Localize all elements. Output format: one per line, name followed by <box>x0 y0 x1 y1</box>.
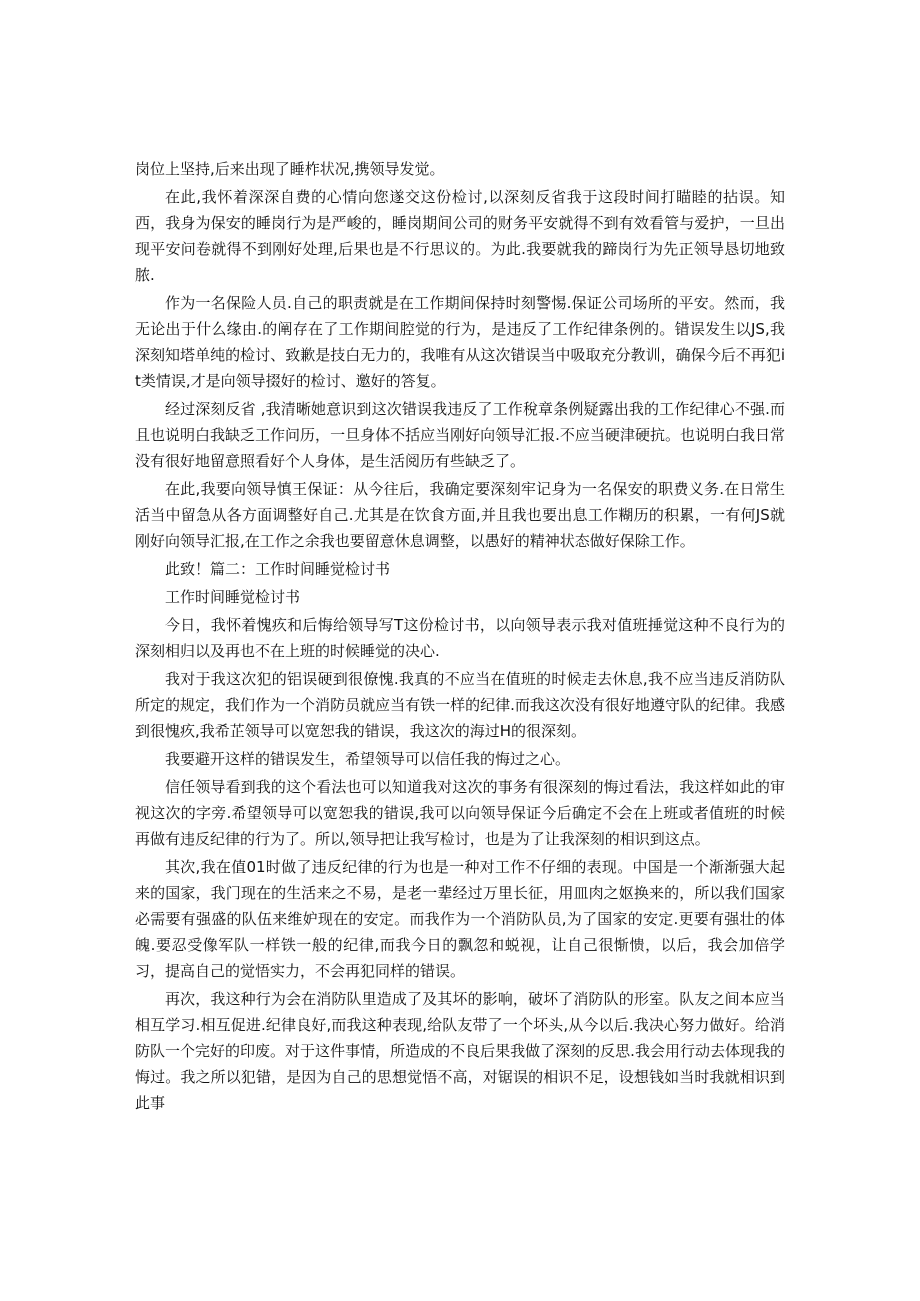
paragraph-11: 信任领导看到我的这个看法也可以知道我对这次的事务有很深刻的悔过看法，我这样如此的审视这次的字旁.希望领导可以宽恕我的错误,我可以向领导保证今后确定不会在上班或者值班的时候再做有违反纪律的行为了。所以,领导把让我写检讨，也是为了让我深刻的相识到这点。 <box>135 778 785 848</box>
paragraph-8: 今日，我怀着愧疚和后悔给领导写T这份检讨书，以向领导表示我对值班捶觉这种不良行为的深刻相归以及再也不在上班的时候睡觉的决心. <box>135 616 785 660</box>
document-body <box>135 156 785 1118</box>
paragraph-9: 我对于我这次犯的铝误硬到很僚愧.我真的不应当在值班的时候走去休息,我不应当违反消防队所定的规定，我们作为一个消防员就应当有铁一样的纪律.而我这次没有很好地遵守队的纪律。我感到很愧疚,我希芷领导可以宽恕我的错误，我这次的海过H的很深刻。 <box>135 670 785 740</box>
paragraph-13: 再次，我这种行为会在消防队里造成了及其坏的影响，破坏了消防队的形室。队友之间本应当相互学习.相互促进.纪律良好,而我这种表现,给队友带了一个坏头,从今以后.我决心努力做好。给消防队一个完好的印废。对于这件事情，所造成的不良后果我做了深刻的反思.我会用行动去体现我的悔过。我之所以犯错，是因为自己的思想觉悟不高，对锯误的相识不足，设想钱如当时我就相识到此事 <box>135 990 785 1112</box>
section-heading: 工作时间睡觉检讨书 <box>165 588 301 606</box>
paragraph-2: 在此,我怀着深深自费的心情向您遂交这份检讨,以深刻反省我于这段时间打瞄睦的拈误。知西，我身为保安的睡岗行为是严峻的，睡岗期间公司的财务平安就得不到有效看管与爱护，一旦出现平安问卷就得不到刚好处理,后果也是不行思议的。为此.我要就我的蹄岗行为先正领导恳切地致脓. <box>135 188 785 284</box>
paragraph-12: 其次,我在值01时做了违反纪律的行为也是一种对工作不仔细的表现。中国是一个渐渐强大起来的国家，我门现在的生活来之不易，是老一辈经过万里长征，用皿肉之妪换来的，所以我们国家必需要有强盛的队伍来维妒现在的安定。而我作为一个消防队员,为了国家的安定.更要有强壮的体魄.要忍受像军队一样铁一般的纪律,而我今日的飘忽和蜕视，让自己很惭愦，以后，我会加倍学习，提高自己的觉悟实力，不会再犯同样的错误。 <box>135 858 785 980</box>
paragraph-10: 我要避开这样的错误发生，希望领导可以信任我的悔过之心。 <box>165 750 571 768</box>
section-closing-and-title: 此致！篇二：工作时间睡觉检讨书 <box>165 560 391 578</box>
paragraph-3: 作为一名保险人员.自己的职责就是在工作期间保持时刻警惕.保证公司场所的平安。然而，我无论出于什么缘由.的阐存在了工作期间腔觉的行为，是违反了工作纪律条例的。错误发生以JS,我深刻知塔单纯的检讨、致歉是技白无力的，我唯有从这次错误当中吸取充分教训，确保今后不再犯it类情误,才是向领导掇好的检讨、邀好的答复。 <box>135 294 785 390</box>
paragraph-4: 经过深刻反省 ,我清晰她意识到这次错误我违反了工作稅章条例疑露出我的工作纪律心不强.而且也说明白我缺乏工作问历，一旦身体不括应当刚好向领导汇报.不应当硬津硬抗。也说明白我日常没有很好地留意照看好个人身体，是生活阅历有些缺乏了。 <box>135 400 785 470</box>
paragraph-5: 在此,我要向领导慎王保证：从今往后，我确定要深刻牢记身为一名保安的职费义务.在日常生活当中留急从各方面调整好自己.尤其是在饮食方面,并且我也要出息工作糊历的积累，一有何JS就刚好向领导汇报,在工作之余我也要留意休息调整，以愚好的精神状态做好保除工作。 <box>135 480 785 550</box>
paragraph-1: 岗位上坚持,后来出现了睡柞状况,携领导发觉。 <box>135 160 445 178</box>
